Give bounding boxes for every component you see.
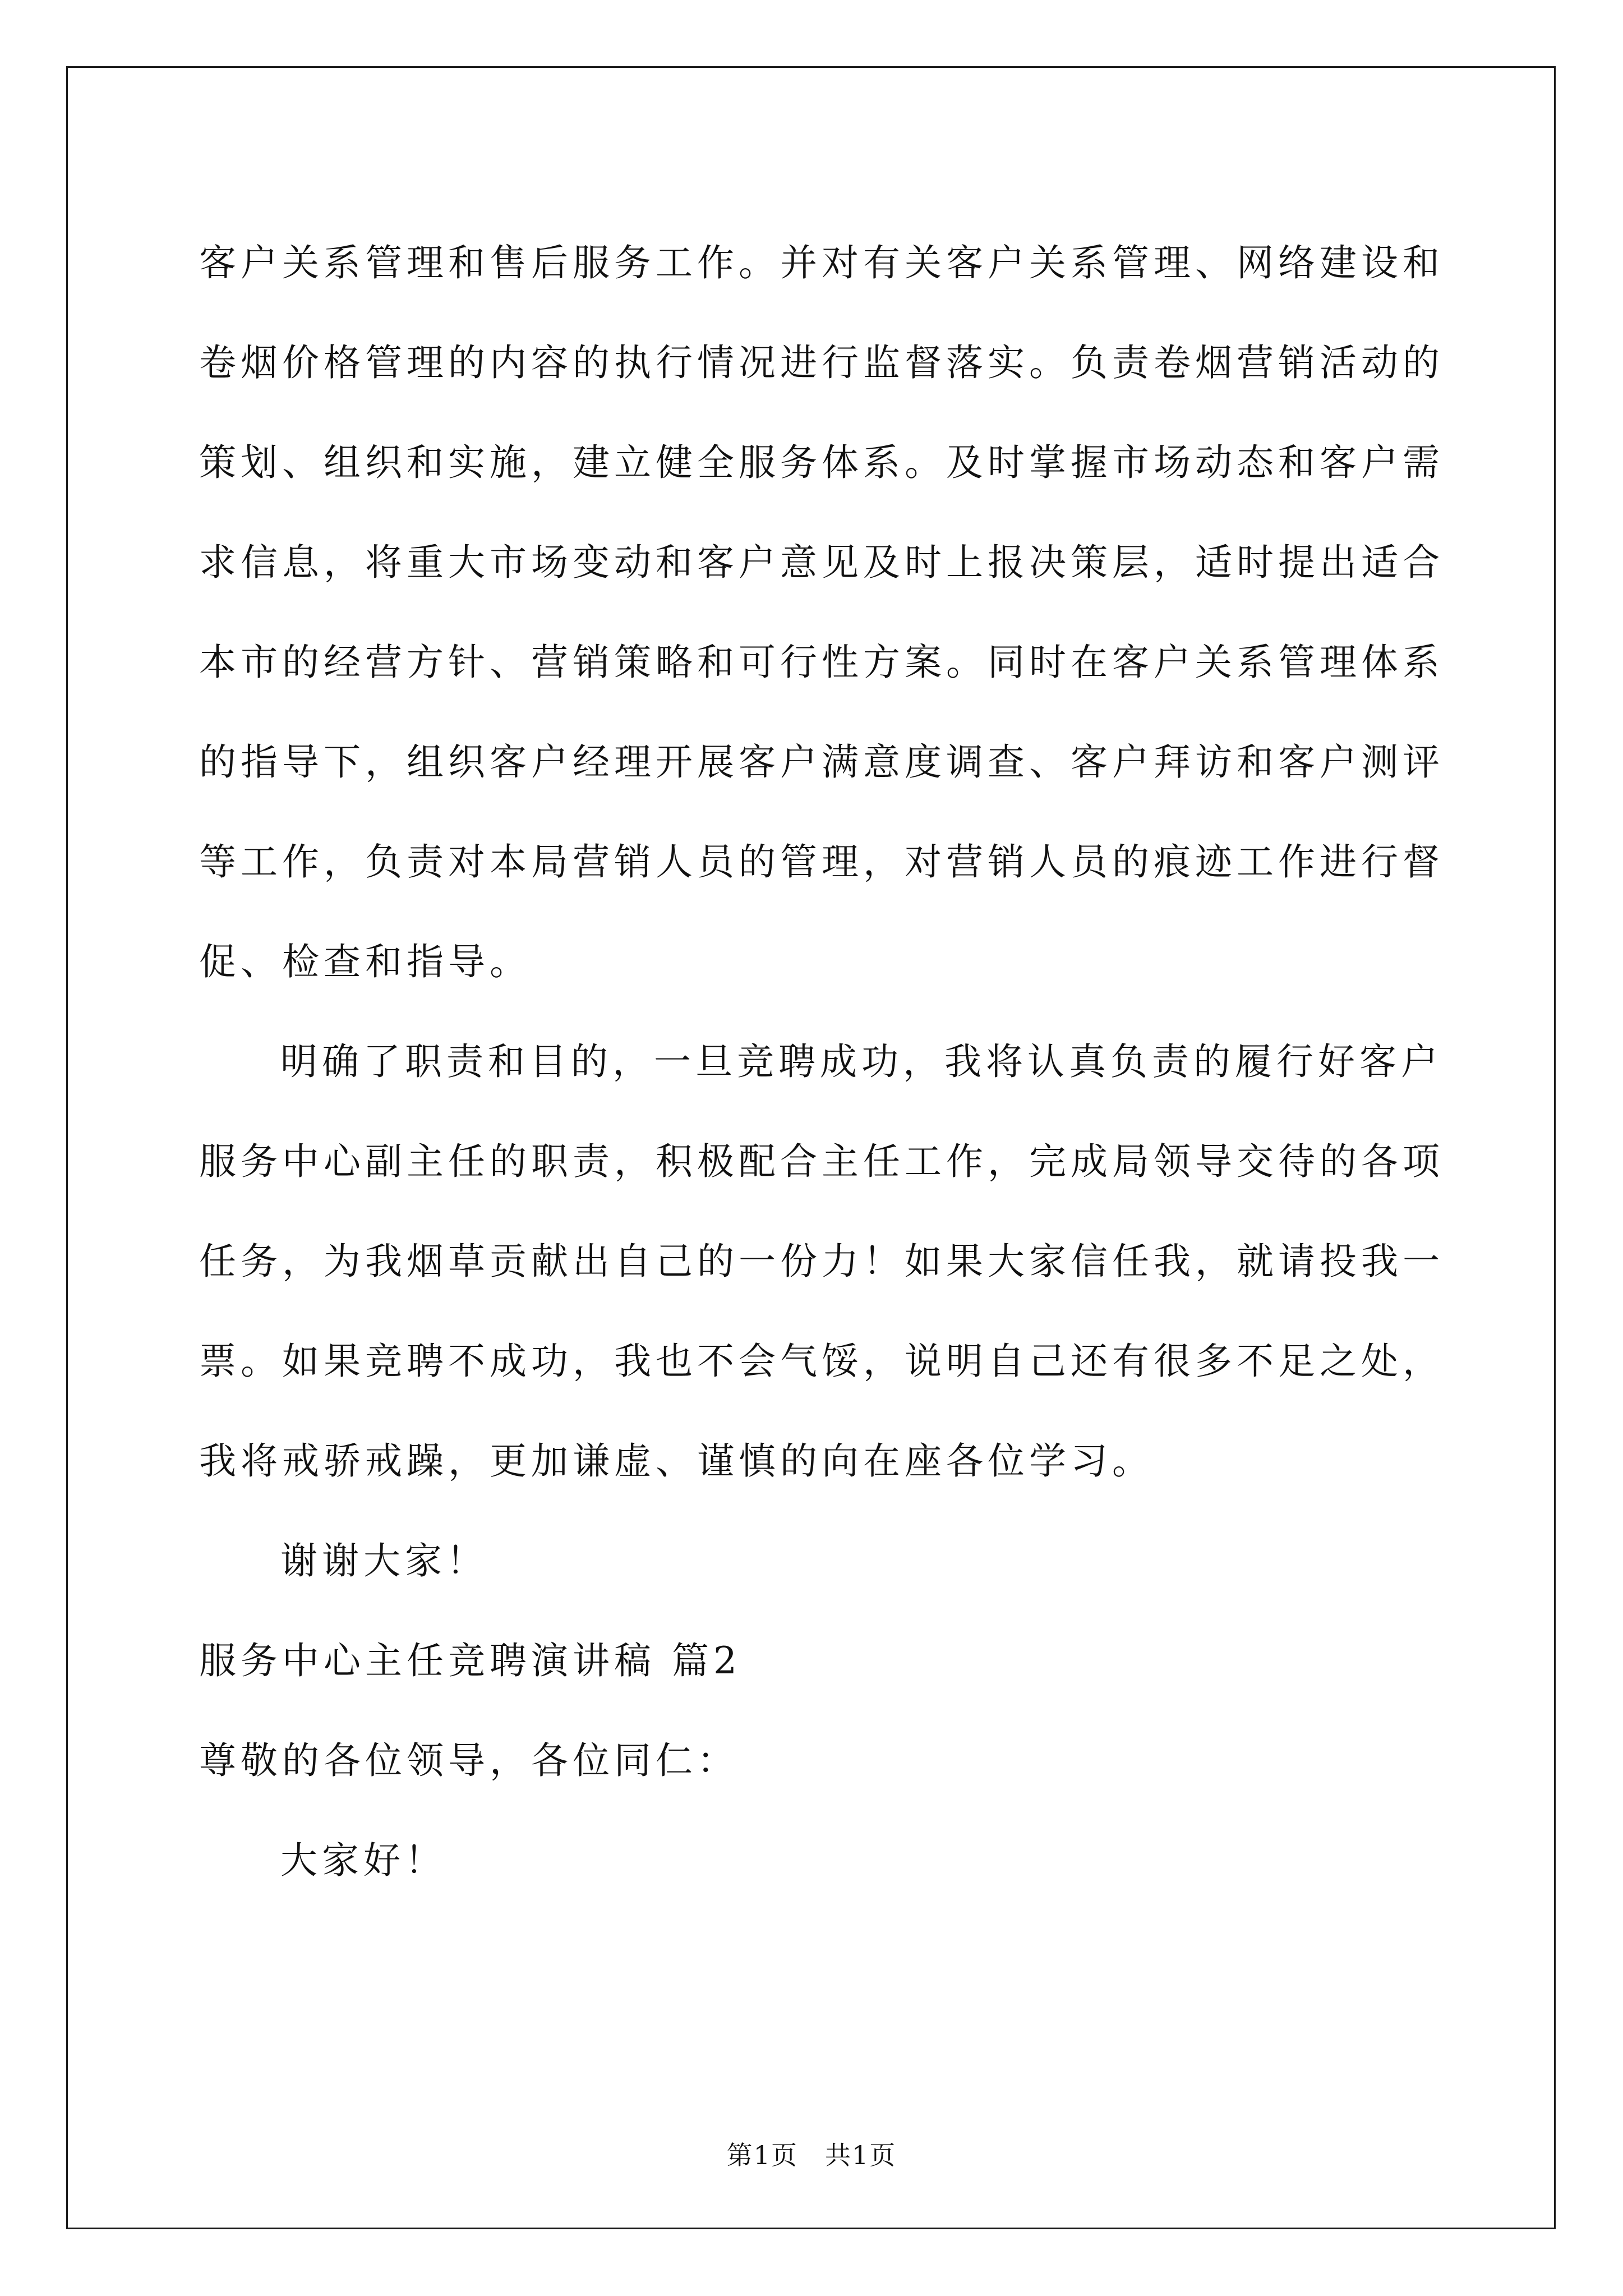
salutation: 尊敬的各位领导，各位同仁：	[199, 1739, 739, 1782]
text-line: 的指导下，组织客户经理开展客户满意度调查、客户拜访和客户测评	[199, 740, 1444, 784]
text-line: 促、检查和指导。	[199, 940, 531, 983]
text-line: 策划、组织和实施，建立健全服务体系。及时掌握市场动态和客户需	[199, 441, 1444, 484]
document-body	[199, 213, 1444, 1911]
text-line: 客户关系管理和售后服务工作。并对有关客户关系管理、网络建设和	[199, 241, 1444, 284]
text-line: 服务中心副主任的职责，积极配合主任工作，完成局领导交待的各项	[199, 1140, 1444, 1183]
section-heading: 服务中心主任竞聘演讲稿 篇2	[199, 1639, 741, 1682]
text-line: 卷烟价格管理的内容的执行情况进行监督落实。负责卷烟营销活动的	[199, 341, 1444, 384]
text-line: 等工作，负责对本局营销人员的管理，对营销人员的痕迹工作进行督	[199, 840, 1444, 884]
text-line: 求信息，将重大市场变动和客户意见及时上报决策层，适时提出适合	[199, 541, 1444, 584]
text-line: 本市的经营方针、营销策略和可行性方案。同时在客户关系管理体系	[199, 641, 1444, 684]
closing-thanks: 谢谢大家！	[280, 1539, 488, 1582]
text-line: 我将戒骄戒躁，更加谦虚、谨慎的向在座各位学习。	[199, 1439, 1154, 1483]
text-line: 明确了职责和目的，一旦竞聘成功，我将认真负责的履行好客户	[280, 1040, 1442, 1083]
text-line: 任务，为我烟草贡献出自己的一份力！如果大家信任我，就请投我一	[199, 1240, 1444, 1283]
text-line: 票。如果竞聘不成功，我也不会气馁，说明自己还有很多不足之处，	[199, 1340, 1444, 1383]
page-footer: 第1页 共1页	[726, 2140, 897, 2170]
greeting: 大家好！	[280, 1839, 446, 1882]
